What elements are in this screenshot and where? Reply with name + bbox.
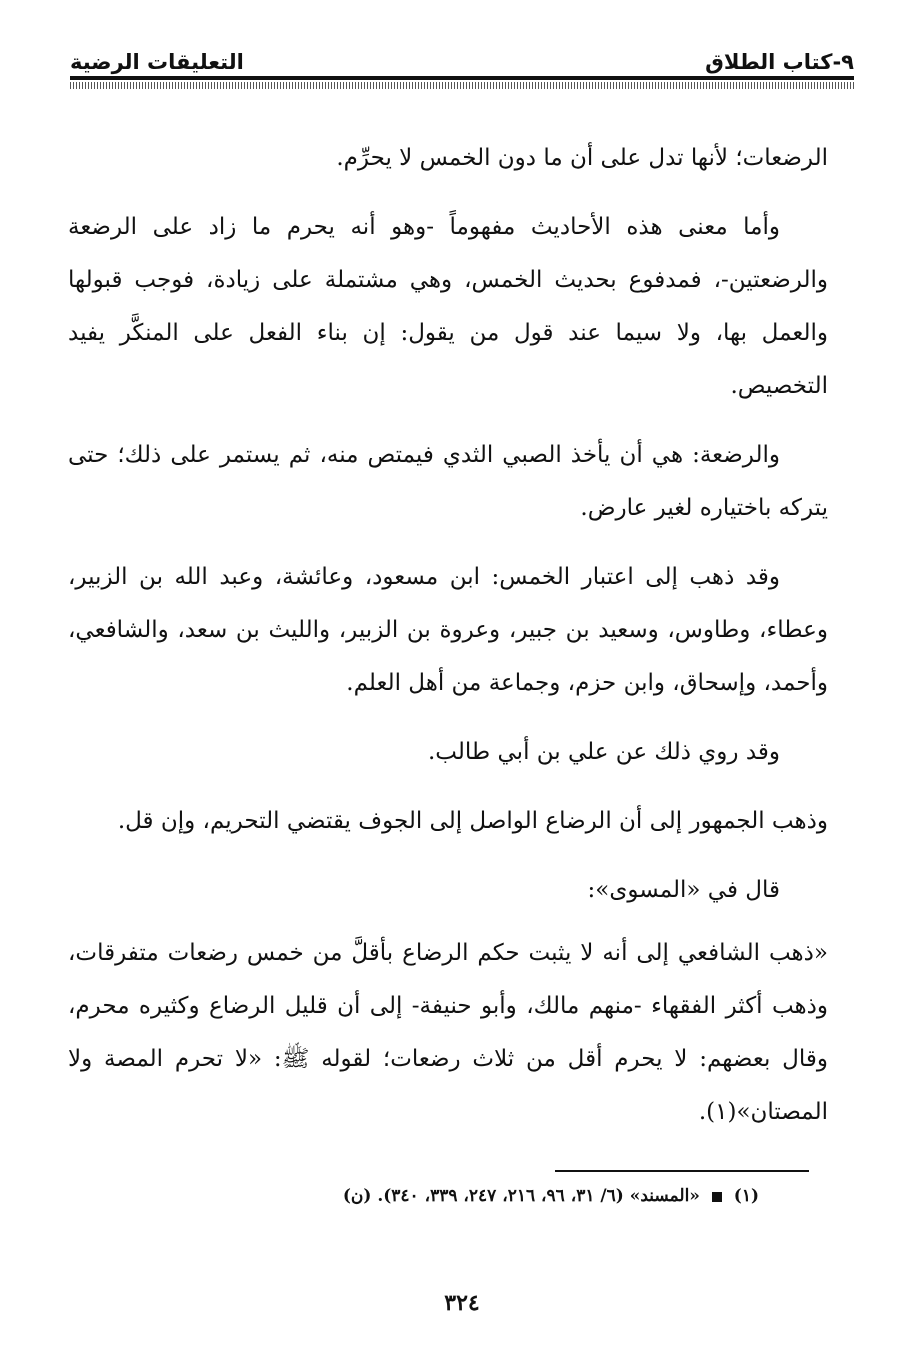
footnote-marker: (١): [733, 1186, 759, 1206]
paragraph: وقد روي ذلك عن علي بن أبي طالب.: [427, 739, 780, 765]
running-header: [70, 38, 854, 74]
chapter-title: ٩-كتاب الطلاق: [705, 50, 854, 74]
header-rule: [70, 76, 854, 80]
footnote: [300, 1186, 759, 1206]
paragraph: وذهب الجمهور إلى أن الرضاع الواصل إلى الجوف يقتضي التحريم، وإن قل.: [117, 808, 828, 834]
header-hatched-rule: [70, 82, 854, 89]
paragraph: وقد ذهب إلى اعتبار الخمس: ابن مسعود، وعائشة، وعبد الله بن الزبير، وعطاء، وطاوس، وسعيد بن جبير، وعروة بن الزبير، والليث بن سعد، والشافعي، وأحمد، وإسحاق، وابن حزم، وجماعة من أهل العلم.: [68, 564, 828, 696]
paragraph: الرضعات؛ لأنها تدل على أن ما دون الخمس لا يحرِّم.: [336, 145, 828, 171]
footnote-rule: [555, 1170, 809, 1172]
paragraph: وأما معنى هذه الأحاديث مفهوماً -وهو أنه يحرم ما زاد على الرضعة والرضعتين-، فمدفوع بحديث الخمس، وهي مشتملة على زيادة، فوجب قبولها والعمل بها، ولا سيما عند قول من يقول: إن بناء الفعل على المنكَّر يفيد التخصيص.: [68, 214, 828, 399]
footnote-text: «المسند» (٦/ ٣١، ٩٦، ٢١٦، ٢٤٧، ٣٣٩، ٣٤٠). (ن): [342, 1186, 700, 1206]
paragraph: قال في «المسوى»:: [587, 877, 780, 903]
paragraph: والرضعة: هي أن يأخذ الصبي الثدي فيمتص منه، ثم يستمر على ذلك؛ حتى يتركه باختياره لغير عارض.: [68, 442, 828, 521]
page-number: ٣٢٤: [444, 1290, 480, 1316]
quotation-paragraph: «ذهب الشافعي إلى أنه لا يثبت حكم الرضاع بأقلَّ من خمس رضعات متفرقات، وذهب أكثر الفقهاء -منهم مالك، وأبو حنيفة- إلى أن قليل الرضاع وكثيره محرم، وقال بعضهم: لا يحرم أقل من ثلاث رضعات؛ لقوله ﷺ: «لا تحرم المصة ولا المصتان»(١).: [68, 940, 828, 1125]
main-text: [68, 132, 828, 1155]
book-title: التعليقات الرضية: [70, 50, 244, 74]
square-bullet-icon: [712, 1192, 722, 1202]
